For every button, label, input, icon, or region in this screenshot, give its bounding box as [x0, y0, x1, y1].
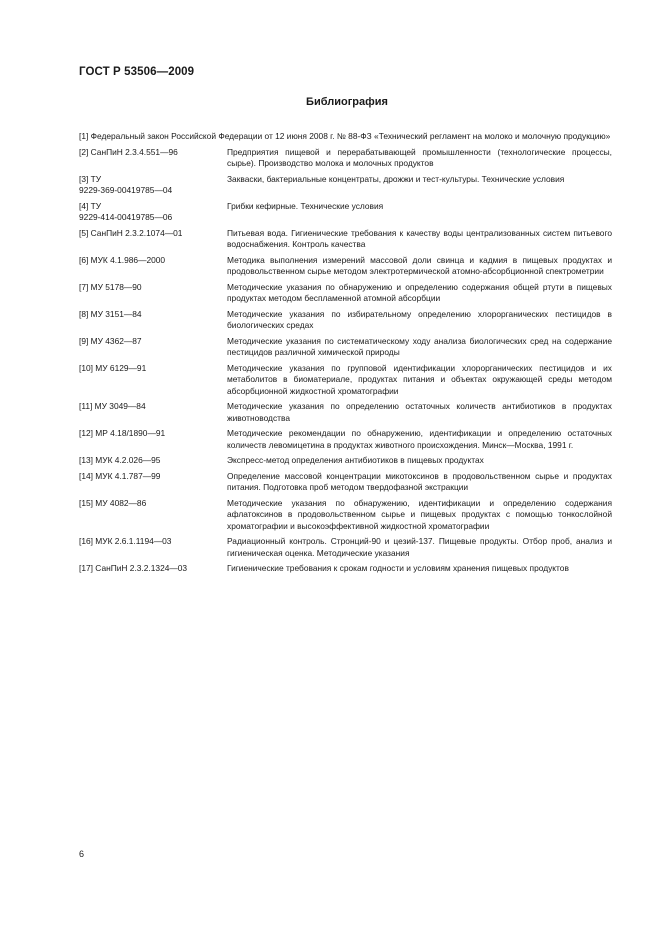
- bibliography-entry-10: [79, 363, 612, 398]
- bibliography-entry-16: [79, 536, 612, 559]
- entry-text: Федеральный закон Российской Федерации от 12 июня 2008 г. № 88-ФЗ «Технический регламент на молоко и молочную продукцию»: [90, 131, 611, 141]
- bibliography-entry-9: [79, 336, 612, 359]
- entry-code: [13] МУК 4.2.026—95: [79, 455, 161, 465]
- entry-text: Методические рекомендации по обнаружению, идентификации и определению остаточных количеств левомицетина в продуктах животного происхождения. Минск—Москва, 1991 г.: [227, 428, 612, 450]
- bibliography-entry-17: [79, 563, 612, 575]
- bibliography-list: [79, 131, 612, 579]
- bibliography-entry-12: [79, 428, 612, 451]
- entry-code: [16] МУК 2.6.1.1194—03: [79, 536, 172, 546]
- entry-text: Гигиенические требования к срокам годности и условиям хранения пищевых продуктов: [227, 563, 569, 573]
- bibliography-entry-1: [79, 131, 612, 143]
- bibliography-entry-13: [79, 455, 612, 467]
- section-title: Библиография: [306, 96, 388, 108]
- entry-text: Экспресс-метод определения антибиотиков в пищевых продуктах: [227, 455, 484, 465]
- page-number: 6: [79, 849, 85, 859]
- entry-code: [10] МУ 6129—91: [79, 362, 147, 373]
- entry-text: Радиационный контроль. Стронций-90 и цезий-137. Пищевые продукты. Отбор проб, анализ и гигиеническая оценка. Методические указания: [227, 536, 612, 558]
- entry-code: [2] СанПиН 2.3.4.551—96: [79, 146, 178, 157]
- entry-text: Методика выполнения измерений массовой доли свинца и кадмия в пищевых продуктах и продовольственном сырье методом электротермической атомно-абсорбционной спектрометрии: [227, 254, 612, 276]
- entry-text: Методические указания по групповой идентификации хлорорганических пестицидов и их метаболитов в биоматериале, продуктах питания и объектах окружающей среды методом абсорбционной жидкостной хроматографии: [227, 362, 612, 396]
- bibliography-entry-15: [79, 498, 612, 533]
- bibliography-entry-5: [79, 228, 612, 251]
- entry-code: [12] МР 4.18/1890—91: [79, 428, 166, 438]
- entry-text: Определение массовой концентрации микотоксинов в продовольственном сырье и продуктах питания. Подготовка проб методом твердофазной экстракции: [227, 470, 612, 492]
- entry-text: Закваски, бактериальные концентраты, дрожжи и тест-культуры. Технические условия: [227, 173, 565, 184]
- entry-code: [17] СанПиН 2.3.2.1324—03: [79, 563, 188, 573]
- entry-code: [7] МУ 5178—90: [79, 281, 142, 292]
- entry-text: Питьевая вода. Гигиенические требования к качеству воды централизованных систем питьевого водоснабжения. Контроль качества: [227, 227, 612, 249]
- bibliography-entry-14: [79, 471, 612, 494]
- bibliography-entry-11: [79, 401, 612, 424]
- entry-text: Грибки кефирные. Технические условия: [227, 200, 384, 211]
- entry-code: [5] СанПиН 2.3.2.1074—01: [79, 227, 183, 238]
- entry-text: Методические указания по обнаружению, идентификации и определению содержания афлатоксинов в продовольственном сырье и пищевых продуктах с помощью тонкослойной хроматографии и высокоэффективной жидкостной хроматографии: [227, 497, 612, 531]
- entry-code: [3] ТУ 9229-369-00419785—04: [79, 173, 173, 195]
- bibliography-entry-6: [79, 255, 612, 278]
- bibliography-entry-7: [79, 282, 612, 305]
- entry-code: [14] МУК 4.1.787—99: [79, 470, 161, 481]
- bibliography-entry-8: [79, 309, 612, 332]
- entry-code: [9] МУ 4362—87: [79, 335, 142, 346]
- entry-code: [8] МУ 3151—84: [79, 308, 142, 319]
- entry-text: Методические указания по систематическому ходу анализа биологических сред на содержание пестицидов различной химической природы: [227, 335, 612, 357]
- entry-code: [1]: [79, 131, 89, 141]
- document-code: ГОСТ Р 53506—2009: [79, 66, 195, 78]
- entry-code: [15] МУ 4082—86: [79, 497, 147, 508]
- entry-code: [6] МУК 4.1.986—2000: [79, 254, 166, 265]
- entry-code: [4] ТУ 9229-414-00419785—06: [79, 200, 173, 222]
- entry-text: Методические указания по определению остаточных количеств антибиотиков в продуктах животноводства: [227, 401, 612, 423]
- bibliography-entry-4: [79, 201, 612, 224]
- bibliography-entry-3: [79, 174, 612, 197]
- entry-code: [11] МУ 3049—84: [79, 401, 146, 411]
- entry-text: Методические указания по избирательному определению хлорорганических пестицидов в биологических средах: [227, 308, 612, 330]
- entry-text: Предприятия пищевой и перерабатывающей промышленности (технологические процессы, сырье). Производство молока и молочных продуктов: [227, 146, 612, 168]
- bibliography-entry-2: [79, 147, 612, 170]
- entry-text: Методические указания по обнаружению и определению содержания общей ртути в пищевых продуктах методом беспламенной атомной абсорбции: [227, 281, 612, 303]
